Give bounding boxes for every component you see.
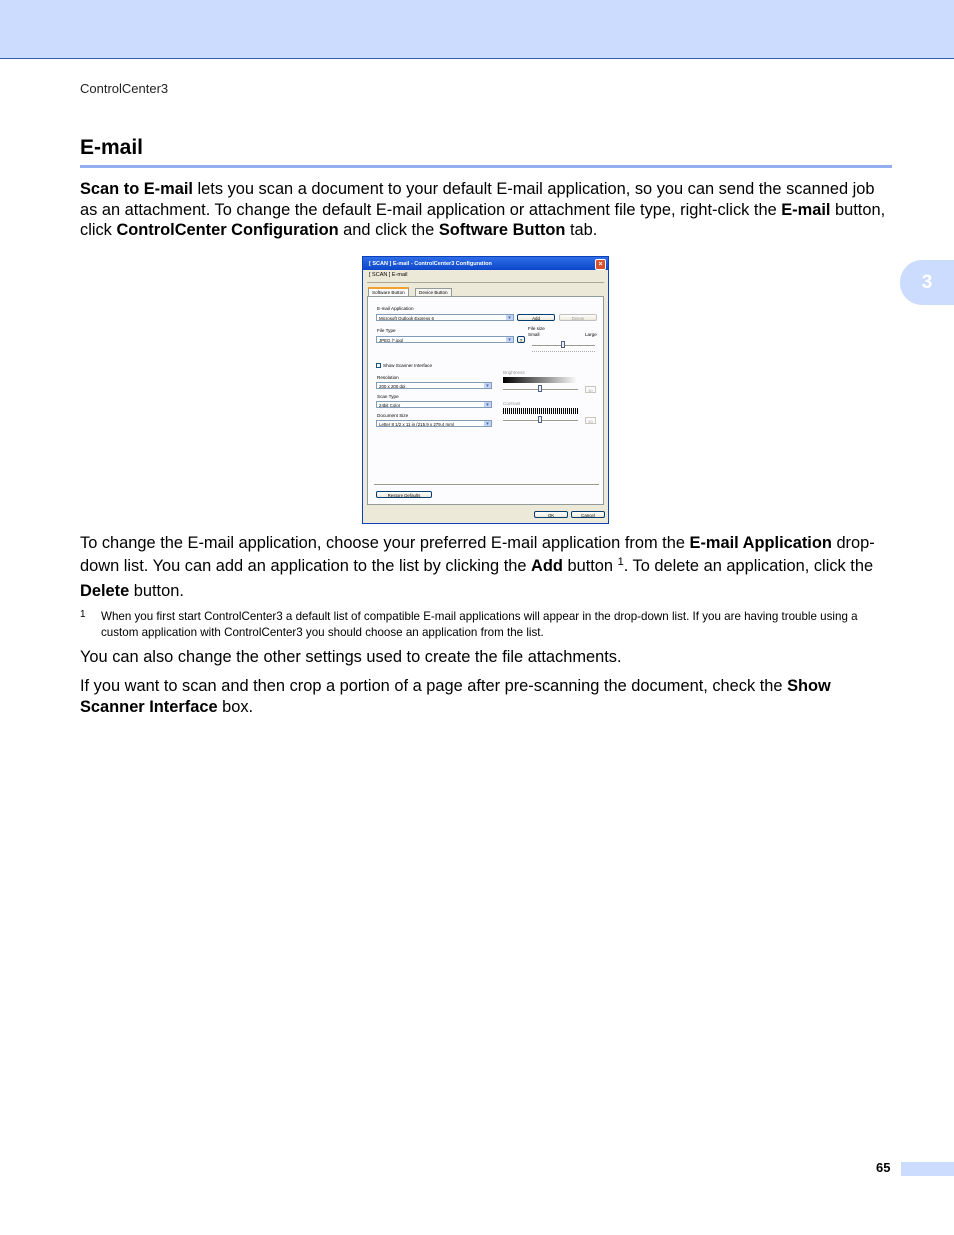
contrast-value[interactable]: 50 (585, 417, 596, 424)
running-header: ControlCenter3 (80, 81, 169, 96)
brightness-gradient (503, 377, 578, 383)
resolution-value: 200 x 200 dpi (379, 384, 406, 389)
document-size-value: Letter 8 1/2 x 11 in (215.9 x 279.4 mm) (379, 422, 455, 427)
change-text-5: button. (129, 582, 184, 600)
change-text-2: drop-down list. You can add an application to the list by clicking the (80, 534, 875, 575)
restore-defaults-button[interactable]: Restore Defaults (376, 491, 432, 498)
brightness-value[interactable]: 50 (585, 386, 596, 393)
intro-text-2: button, click (80, 200, 886, 239)
tab-device-button[interactable]: Device Button (415, 288, 452, 297)
file-type-value: JPEG (*.jpg) (379, 338, 404, 343)
intro-text-1: lets you scan a document to your default E-mail application, so you can send the scanned job as an attachment. To change the default E-mail application or attachment file type, right-click the (80, 180, 875, 219)
brightness-slider[interactable] (538, 385, 542, 392)
email-app-value: Microsoft Outlook Express 6 (379, 316, 434, 321)
section-title: E-mail (80, 136, 144, 159)
file-type-label: File Type (377, 328, 396, 333)
top-header-band (0, 0, 954, 59)
change-text-3: button (562, 557, 618, 575)
page-number-tab (901, 1162, 954, 1176)
document-size-label: Document Size (377, 413, 409, 418)
show-scanner-label: Show Scanner Interface (383, 363, 433, 368)
body-paragraph-other-settings: You can also change the other settings used to create the file attachments. (80, 648, 622, 666)
help-icon[interactable]: ? (517, 336, 525, 343)
footnote-text: When you first start ControlCenter3 a default list of compatible E-mail applications will appear in the drop-down list. If you are having trouble using a custom application with ControlCenter3 you should choose an application from the list. (101, 610, 858, 639)
brightness-label: Brightness (503, 370, 525, 375)
document-size-dropdown[interactable] (376, 420, 492, 427)
config-dialog-screenshot (362, 256, 609, 524)
close-icon[interactable]: × (595, 259, 606, 270)
body-paragraph-crop (80, 676, 840, 717)
change-bold-email-app: E-mail Application (689, 534, 832, 552)
chevron-down-icon: ▾ (484, 383, 491, 389)
page-number: 65 (876, 1160, 891, 1175)
email-app-dropdown[interactable] (376, 314, 514, 321)
scan-type-value: 24bit Color (379, 403, 401, 408)
resolution-dropdown[interactable] (376, 382, 492, 389)
chevron-down-icon: ▾ (506, 337, 513, 343)
file-size-ticks (532, 351, 595, 354)
dialog-divider (367, 282, 604, 283)
change-bold-delete: Delete (80, 582, 130, 600)
intro-bold-config: ControlCenter Configuration (116, 221, 339, 239)
chevron-down-icon: ▾ (484, 402, 491, 408)
file-size-label: File size (528, 326, 545, 331)
change-bold-add: Add (531, 557, 563, 575)
chevron-down-icon: ▾ (484, 421, 491, 427)
contrast-label: Contrast (503, 401, 521, 406)
scan-type-label: Scan Type (377, 394, 399, 399)
scan-type-dropdown[interactable] (376, 401, 492, 408)
panel-divider (374, 484, 599, 486)
change-text-1: To change the E-mail application, choose your preferred E-mail application from the (80, 534, 690, 552)
ok-button[interactable]: OK (534, 511, 568, 518)
intro-bold-email: E-mail (781, 200, 831, 219)
intro-paragraph (80, 179, 895, 241)
chapter-tab: 3 (900, 260, 954, 305)
email-app-label: E-mail Application (377, 306, 414, 311)
cancel-button[interactable]: Cancel (571, 511, 605, 518)
small-label: Small (528, 332, 540, 337)
contrast-gradient (503, 408, 578, 414)
section-title-rule (80, 165, 892, 168)
dialog-title: [ SCAN ] E-mail - ControlCenter3 Configuration (369, 261, 492, 267)
file-size-slider[interactable] (561, 341, 565, 348)
dialog-title-bar (363, 257, 608, 270)
crop-bold-show-scanner: Show Scanner Interface (80, 677, 831, 716)
resolution-label: Resolution (377, 375, 399, 380)
delete-button[interactable]: Delete (559, 314, 597, 321)
contrast-slider[interactable] (538, 416, 542, 423)
intro-bold-scan-to-email: Scan to E-mail (80, 180, 193, 198)
settings-panel (367, 296, 604, 505)
intro-bold-software-button: Software Button (438, 221, 566, 239)
show-scanner-checkbox[interactable] (376, 363, 381, 368)
body-paragraph-change-app (80, 532, 895, 603)
intro-text-3: and click the (338, 221, 439, 239)
dialog-subtitle: [ SCAN ] E-mail (369, 272, 408, 278)
large-label: Large (585, 332, 597, 337)
footnote-mark: 1 (80, 609, 86, 620)
crop-text-1: If you want to scan and then crop a portion of a page after pre-scanning the document, check the (80, 677, 788, 695)
tab-software-button[interactable]: Software Button (368, 287, 409, 298)
intro-text-4: tab. (565, 221, 598, 239)
crop-text-2: box. (217, 697, 254, 716)
file-type-dropdown[interactable] (376, 336, 514, 343)
footnote-ref[interactable]: 1 (617, 556, 624, 568)
add-button[interactable]: Add (517, 314, 555, 321)
change-text-4: . To delete an application, click the (623, 557, 874, 575)
chevron-down-icon: ▾ (506, 315, 513, 321)
